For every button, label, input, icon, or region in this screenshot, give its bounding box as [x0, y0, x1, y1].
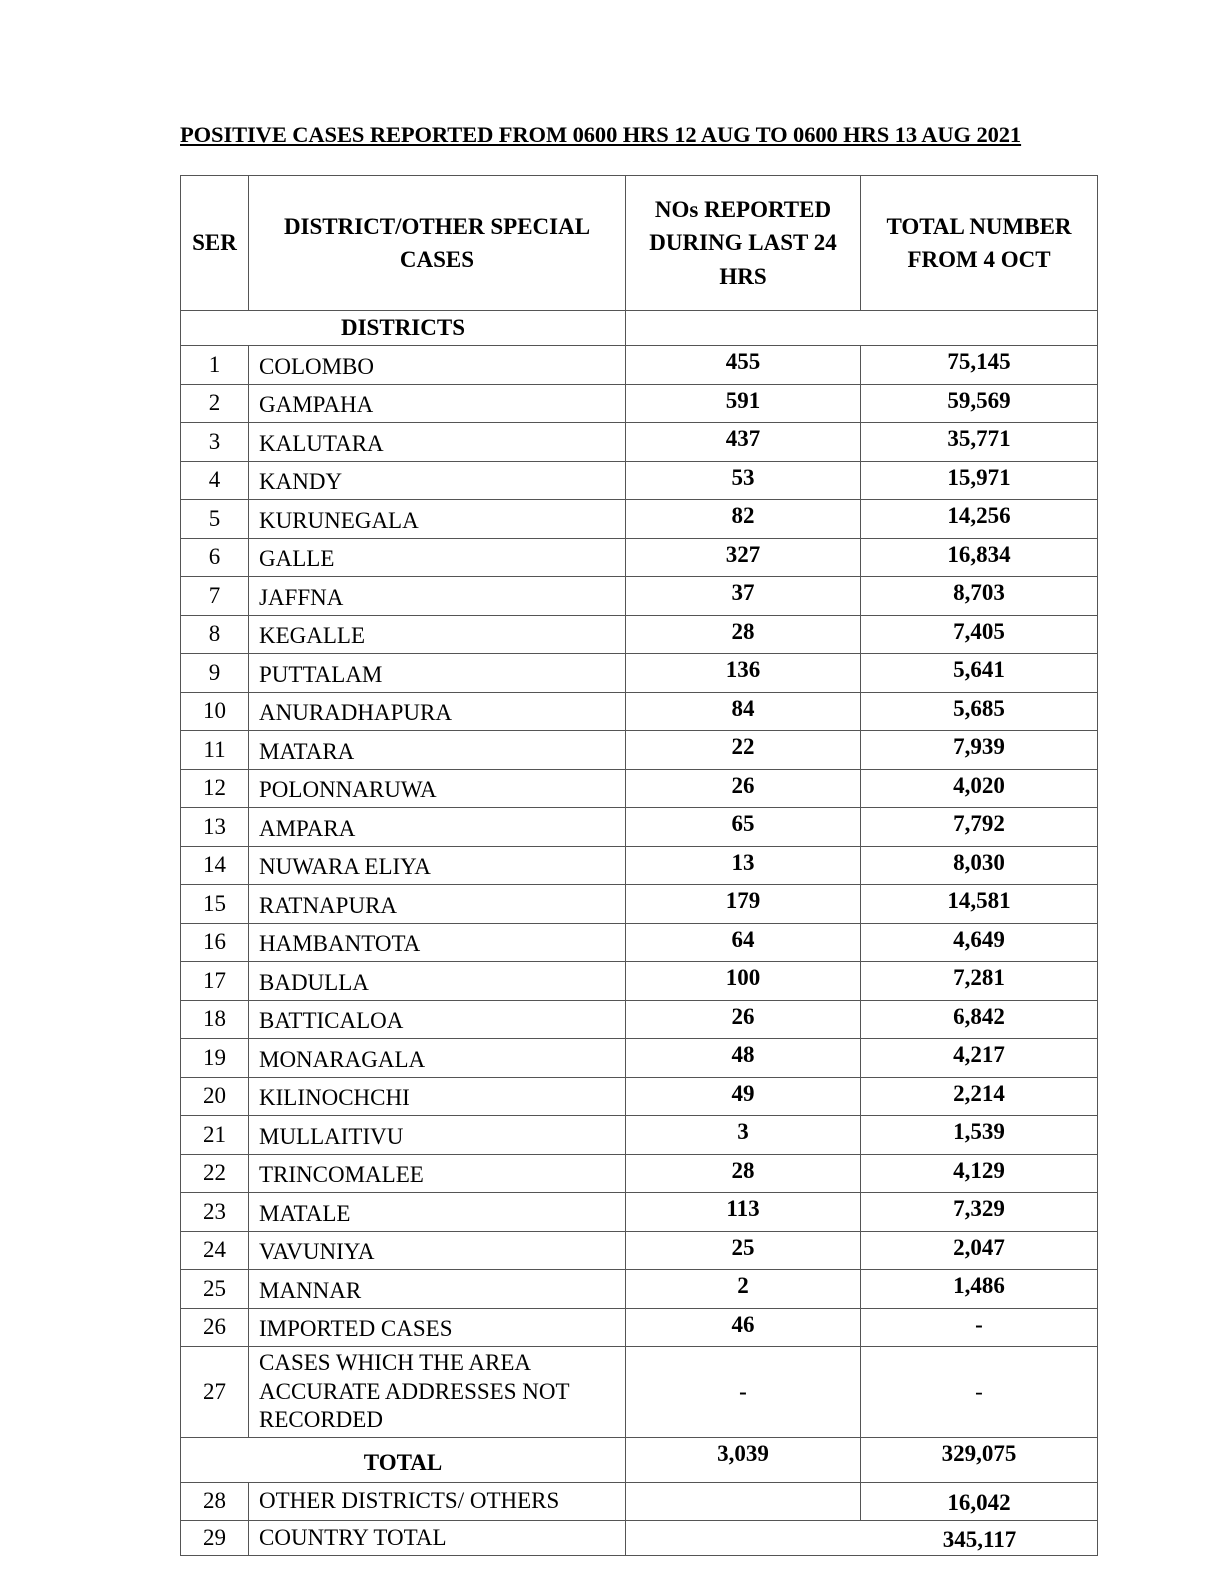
- row-name: KILINOCHCHI: [249, 1077, 626, 1116]
- row-ser: 21: [181, 1116, 249, 1155]
- row-last24: 65: [626, 808, 861, 847]
- row-last24: 13: [626, 846, 861, 885]
- row-total: 16,834: [861, 538, 1098, 577]
- row-total: 7,329: [861, 1193, 1098, 1232]
- row-total: 59,569: [861, 384, 1098, 423]
- row-ser: 28: [181, 1482, 249, 1521]
- table-row: [181, 538, 1098, 577]
- table-row: [181, 423, 1098, 462]
- row-last24: 26: [626, 769, 861, 808]
- row-name: KANDY: [249, 461, 626, 500]
- row-last24: 28: [626, 1154, 861, 1193]
- row-total: 5,685: [861, 692, 1098, 731]
- row-ser: 10: [181, 692, 249, 731]
- row-last24: 327: [626, 538, 861, 577]
- row-name: GALLE: [249, 538, 626, 577]
- row-name: MANNAR: [249, 1270, 626, 1309]
- table-row: [181, 1193, 1098, 1232]
- row-name: GAMPAHA: [249, 384, 626, 423]
- table-row: [181, 962, 1098, 1001]
- row-total: 7,939: [861, 731, 1098, 770]
- row-last24: 100: [626, 962, 861, 1001]
- table-row: [181, 1154, 1098, 1193]
- row-name: OTHER DISTRICTS/ OTHERS: [249, 1482, 626, 1521]
- row-total: 16,042: [861, 1482, 1098, 1521]
- section-row: [181, 311, 1098, 346]
- table-row: [181, 846, 1098, 885]
- row-name: POLONNARUWA: [249, 769, 626, 808]
- row-ser: 14: [181, 846, 249, 885]
- row-name: VAVUNIYA: [249, 1231, 626, 1270]
- row-name: IMPORTED CASES: [249, 1308, 626, 1347]
- row-ser: 25: [181, 1270, 249, 1309]
- row-ser: 11: [181, 731, 249, 770]
- row-total: 75,145: [861, 346, 1098, 385]
- row-last24: 3: [626, 1116, 861, 1155]
- row-last24: 26: [626, 1000, 861, 1039]
- row-ser: 19: [181, 1039, 249, 1078]
- row-last24: 455: [626, 346, 861, 385]
- table-row-27: [181, 1347, 1098, 1438]
- header-reported-24h: NOs REPORTED DURING LAST 24 HRS: [626, 176, 861, 311]
- section-empty-cell: [626, 311, 1098, 346]
- row-name: TRINCOMALEE: [249, 1154, 626, 1193]
- row-total: -: [861, 1347, 1098, 1438]
- row-name: NUWARA ELIYA: [249, 846, 626, 885]
- row-last24: 22: [626, 731, 861, 770]
- row-name: MULLAITIVU: [249, 1116, 626, 1155]
- table-row: [181, 731, 1098, 770]
- row-total: 6,842: [861, 1000, 1098, 1039]
- row-ser: 20: [181, 1077, 249, 1116]
- row-ser: 23: [181, 1193, 249, 1232]
- row-total: 2,214: [861, 1077, 1098, 1116]
- row-total: 4,020: [861, 769, 1098, 808]
- row-name: MATALE: [249, 1193, 626, 1232]
- row-last24: [626, 1482, 861, 1521]
- row-last24: 591: [626, 384, 861, 423]
- table-row: [181, 808, 1098, 847]
- row-last24: 437: [626, 423, 861, 462]
- row-last24: 48: [626, 1039, 861, 1078]
- row-last24: 82: [626, 500, 861, 539]
- row-ser: 3: [181, 423, 249, 462]
- row-name: ANURADHAPURA: [249, 692, 626, 731]
- row-ser: 17: [181, 962, 249, 1001]
- row-name: BATTICALOA: [249, 1000, 626, 1039]
- row-last24: 53: [626, 461, 861, 500]
- table-row: [181, 384, 1098, 423]
- row-last24: 84: [626, 692, 861, 731]
- row-ser: 24: [181, 1231, 249, 1270]
- row-name: MATARA: [249, 731, 626, 770]
- document-title: POSITIVE CASES REPORTED FROM 0600 HRS 12 AUG TO 0600 HRS 13 AUG 2021: [180, 122, 1022, 147]
- row-total: 35,771: [861, 423, 1098, 462]
- row-name: BADULLA: [249, 962, 626, 1001]
- header-total-from: TOTAL NUMBER FROM 4 OCT: [861, 176, 1098, 311]
- table-row: [181, 923, 1098, 962]
- table-row: [181, 461, 1098, 500]
- row-total: 7,792: [861, 808, 1098, 847]
- table-row: [181, 577, 1098, 616]
- row-name: KURUNEGALA: [249, 500, 626, 539]
- table-row: [181, 769, 1098, 808]
- row-name: JAFFNA: [249, 577, 626, 616]
- row-total: 8,703: [861, 577, 1098, 616]
- row-name: RATNAPURA: [249, 885, 626, 924]
- table-row: [181, 346, 1098, 385]
- total-row: [181, 1437, 1098, 1482]
- table-row: [181, 1077, 1098, 1116]
- row-name: MONARAGALA: [249, 1039, 626, 1078]
- row-name: COUNTRY TOTAL: [249, 1521, 626, 1556]
- row-ser: 5: [181, 500, 249, 539]
- row-last24: 64: [626, 923, 861, 962]
- row-name: CASES WHICH THE AREA ACCURATE ADDRESSES NOT RECORDED: [249, 1347, 626, 1438]
- row-ser: 12: [181, 769, 249, 808]
- row-name: COLOMBO: [249, 346, 626, 385]
- table-row-29: [181, 1521, 1098, 1556]
- row-total: 1,486: [861, 1270, 1098, 1309]
- table-header-row: [181, 176, 1098, 311]
- total-label: TOTAL: [181, 1437, 626, 1482]
- table-row: [181, 500, 1098, 539]
- row-name: KEGALLE: [249, 615, 626, 654]
- row-ser: 26: [181, 1308, 249, 1347]
- row-last24: 136: [626, 654, 861, 693]
- row-total: 4,217: [861, 1039, 1098, 1078]
- table-row: [181, 1308, 1098, 1347]
- row-last24: 113: [626, 1193, 861, 1232]
- row-ser: 1: [181, 346, 249, 385]
- row-ser: 2: [181, 384, 249, 423]
- table-row: [181, 1270, 1098, 1309]
- row-last24: 37: [626, 577, 861, 616]
- row-total: -: [861, 1308, 1098, 1347]
- row-ser: 16: [181, 923, 249, 962]
- table-row: [181, 885, 1098, 924]
- table-row: [181, 1039, 1098, 1078]
- table-row: [181, 1116, 1098, 1155]
- row-ser: 8: [181, 615, 249, 654]
- table-row: [181, 692, 1098, 731]
- section-label: DISTRICTS: [181, 311, 626, 346]
- row-total: 7,281: [861, 962, 1098, 1001]
- table-row: [181, 1231, 1098, 1270]
- row-last24: 25: [626, 1231, 861, 1270]
- row-ser: 13: [181, 808, 249, 847]
- row-ser: 29: [181, 1521, 249, 1556]
- header-district: DISTRICT/OTHER SPECIAL CASES: [249, 176, 626, 311]
- row-name: AMPARA: [249, 808, 626, 847]
- table-row: [181, 654, 1098, 693]
- header-ser: SER: [181, 176, 249, 311]
- row-name: HAMBANTOTA: [249, 923, 626, 962]
- row-total: 4,649: [861, 923, 1098, 962]
- row-name: PUTTALAM: [249, 654, 626, 693]
- row-last24: 49: [626, 1077, 861, 1116]
- row-ser: 4: [181, 461, 249, 500]
- total-total: 329,075: [861, 1437, 1098, 1482]
- table-row-28: [181, 1482, 1098, 1521]
- row-ser: 9: [181, 654, 249, 693]
- cases-table: [180, 175, 1098, 1556]
- row-ser: 6: [181, 538, 249, 577]
- row-total: 5,641: [861, 654, 1098, 693]
- row-total: 345,117: [942, 1527, 1017, 1552]
- row-total: 4,129: [861, 1154, 1098, 1193]
- row-total: 8,030: [861, 846, 1098, 885]
- row-total: 1,539: [861, 1116, 1098, 1155]
- row-total: 7,405: [861, 615, 1098, 654]
- district-rows: [181, 346, 1098, 1347]
- row-name: KALUTARA: [249, 423, 626, 462]
- row-last24: -: [626, 1347, 861, 1438]
- row-total: 2,047: [861, 1231, 1098, 1270]
- row-last24: 28: [626, 615, 861, 654]
- row-ser: 18: [181, 1000, 249, 1039]
- row-ser: 27: [181, 1347, 249, 1438]
- row-last24: 179: [626, 885, 861, 924]
- row-last24: 2: [626, 1270, 861, 1309]
- row-last24: 46: [626, 1308, 861, 1347]
- table-row: [181, 615, 1098, 654]
- row-total: 15,971: [861, 461, 1098, 500]
- row-ser: 22: [181, 1154, 249, 1193]
- row-total: 14,256: [861, 500, 1098, 539]
- total-last24: 3,039: [626, 1437, 861, 1482]
- row-total: 14,581: [861, 885, 1098, 924]
- row-total-cell: [626, 1521, 1098, 1556]
- table-row: [181, 1000, 1098, 1039]
- row-ser: 7: [181, 577, 249, 616]
- row-ser: 15: [181, 885, 249, 924]
